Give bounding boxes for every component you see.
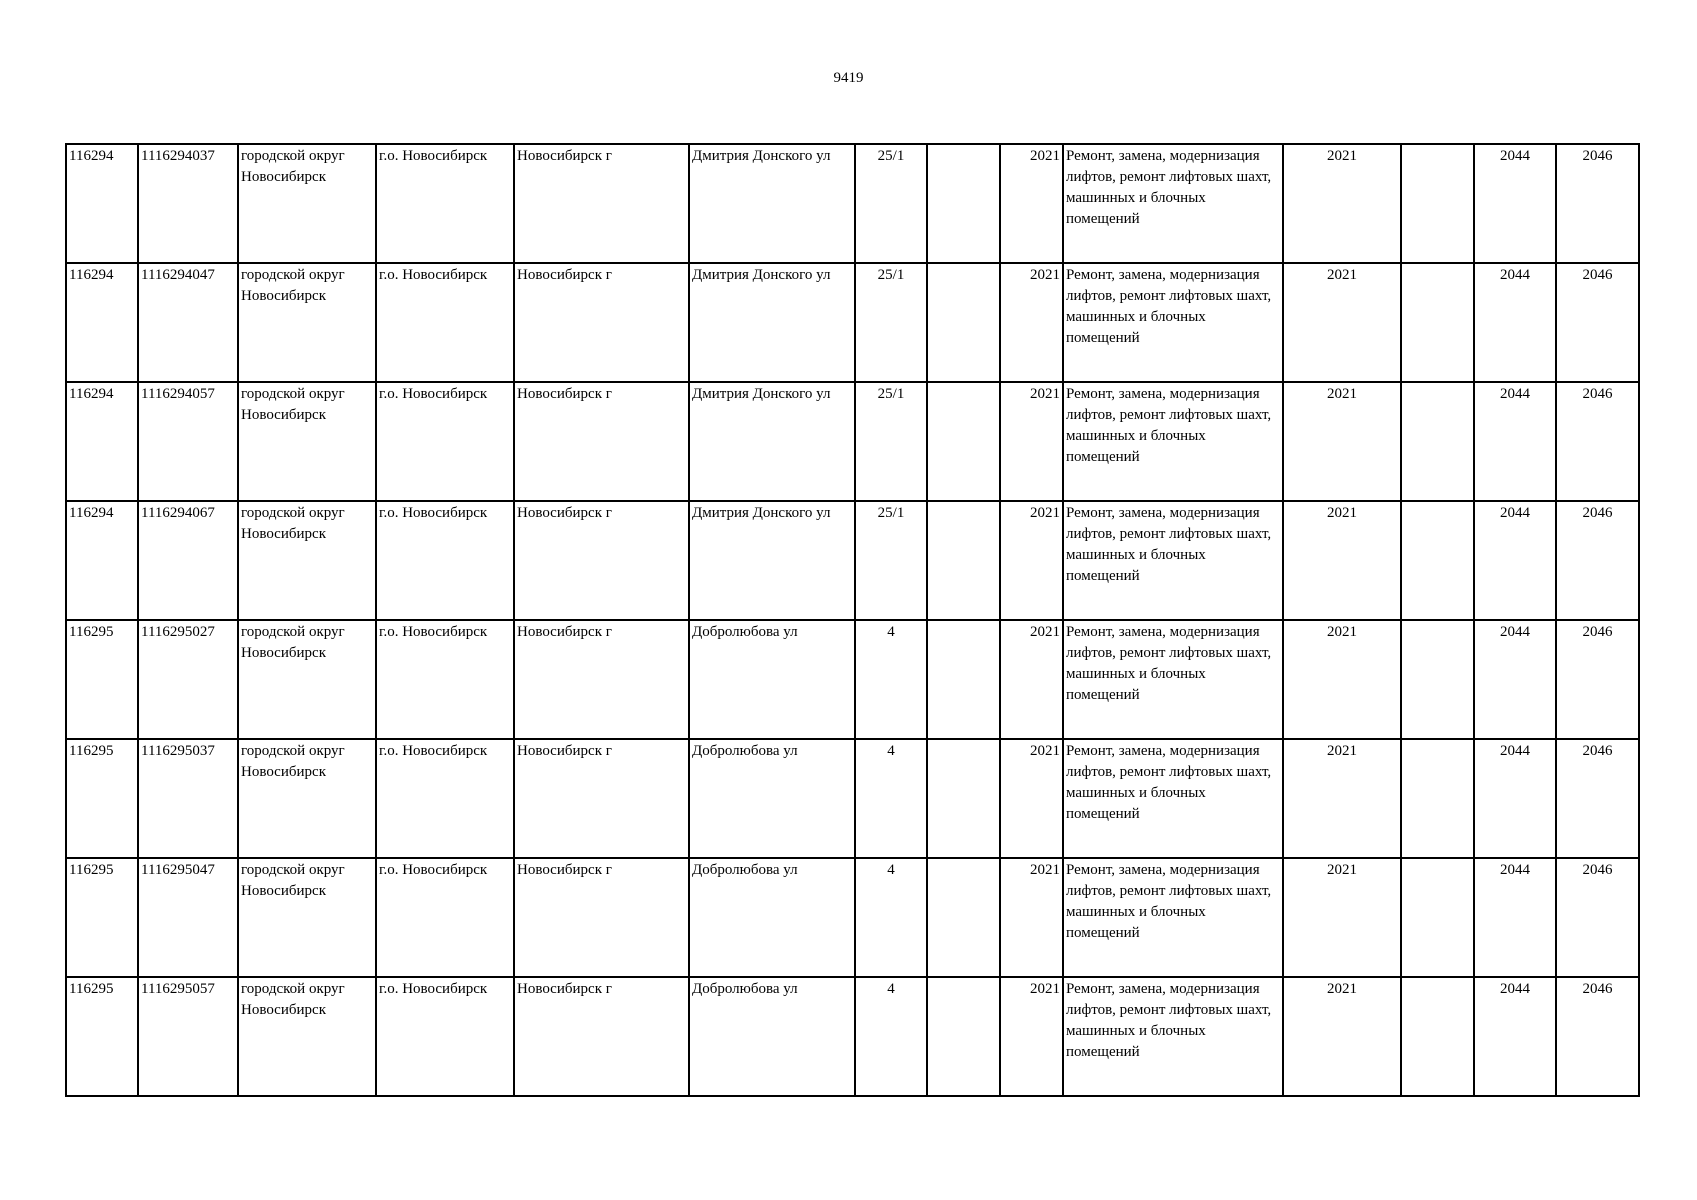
cell-street: Дмитрия Донского ул	[689, 382, 855, 501]
cell-work-type: Ремонт, замена, модернизация лифтов, ремонт лифтовых шахт, машинных и блочных помещений	[1063, 620, 1283, 739]
cell-building	[927, 977, 1000, 1096]
cell-district: г.о. Новосибирск	[376, 263, 514, 382]
cell-settlement: Новосибирск г	[514, 858, 689, 977]
cell-period-start: 2044	[1474, 382, 1556, 501]
registry-table	[65, 143, 1640, 1097]
cell-period-start: 2044	[1474, 144, 1556, 263]
cell-street: Добролюбова ул	[689, 620, 855, 739]
cell-work-type: Ремонт, замена, модернизация лифтов, ремонт лифтовых шахт, машинных и блочных помещений	[1063, 144, 1283, 263]
cell-object-code: 1116295037	[138, 739, 238, 858]
cell-district: г.о. Новосибирск	[376, 144, 514, 263]
cell-period-end: 2046	[1556, 501, 1639, 620]
cell-municipality: городской округ Новосибирск	[238, 144, 376, 263]
cell-row-number: 116294	[66, 501, 138, 620]
cell-extra	[1401, 620, 1474, 739]
cell-period-end: 2046	[1556, 739, 1639, 858]
cell-year: 2021	[1000, 263, 1063, 382]
cell-district: г.о. Новосибирск	[376, 382, 514, 501]
cell-row-number: 116294	[66, 263, 138, 382]
cell-year: 2021	[1000, 501, 1063, 620]
cell-municipality: городской округ Новосибирск	[238, 501, 376, 620]
cell-district: г.о. Новосибирск	[376, 739, 514, 858]
cell-street: Добролюбова ул	[689, 858, 855, 977]
cell-building	[927, 263, 1000, 382]
cell-period-end: 2046	[1556, 382, 1639, 501]
cell-extra	[1401, 977, 1474, 1096]
cell-period-start: 2044	[1474, 501, 1556, 620]
cell-year: 2021	[1000, 382, 1063, 501]
cell-period-start: 2044	[1474, 263, 1556, 382]
cell-period-start: 2044	[1474, 858, 1556, 977]
cell-year: 2021	[1000, 858, 1063, 977]
cell-district: г.о. Новосибирск	[376, 858, 514, 977]
cell-building	[927, 620, 1000, 739]
cell-plan-year: 2021	[1283, 501, 1401, 620]
cell-extra	[1401, 858, 1474, 977]
table-row	[66, 263, 1639, 382]
cell-plan-year: 2021	[1283, 977, 1401, 1096]
cell-year: 2021	[1000, 739, 1063, 858]
cell-settlement: Новосибирск г	[514, 263, 689, 382]
cell-street: Дмитрия Донского ул	[689, 263, 855, 382]
cell-municipality: городской округ Новосибирск	[238, 977, 376, 1096]
cell-row-number: 116295	[66, 620, 138, 739]
cell-object-code: 1116295057	[138, 977, 238, 1096]
cell-settlement: Новосибирск г	[514, 620, 689, 739]
cell-object-code: 1116295027	[138, 620, 238, 739]
cell-settlement: Новосибирск г	[514, 977, 689, 1096]
cell-row-number: 116295	[66, 739, 138, 858]
cell-extra	[1401, 501, 1474, 620]
cell-municipality: городской округ Новосибирск	[238, 382, 376, 501]
cell-house-number: 25/1	[855, 382, 927, 501]
cell-street: Дмитрия Донского ул	[689, 144, 855, 263]
cell-street: Дмитрия Донского ул	[689, 501, 855, 620]
cell-year: 2021	[1000, 144, 1063, 263]
table-row	[66, 858, 1639, 977]
cell-work-type: Ремонт, замена, модернизация лифтов, ремонт лифтовых шахт, машинных и блочных помещений	[1063, 263, 1283, 382]
cell-object-code: 1116294057	[138, 382, 238, 501]
cell-period-end: 2046	[1556, 144, 1639, 263]
cell-building	[927, 501, 1000, 620]
cell-period-start: 2044	[1474, 739, 1556, 858]
table-row	[66, 977, 1639, 1096]
cell-settlement: Новосибирск г	[514, 739, 689, 858]
cell-period-end: 2046	[1556, 263, 1639, 382]
cell-municipality: городской округ Новосибирск	[238, 620, 376, 739]
cell-plan-year: 2021	[1283, 620, 1401, 739]
cell-plan-year: 2021	[1283, 144, 1401, 263]
cell-district: г.о. Новосибирск	[376, 620, 514, 739]
cell-street: Добролюбова ул	[689, 739, 855, 858]
cell-work-type: Ремонт, замена, модернизация лифтов, ремонт лифтовых шахт, машинных и блочных помещений	[1063, 501, 1283, 620]
cell-row-number: 116295	[66, 977, 138, 1096]
cell-settlement: Новосибирск г	[514, 382, 689, 501]
cell-house-number: 25/1	[855, 263, 927, 382]
cell-municipality: городской округ Новосибирск	[238, 263, 376, 382]
cell-building	[927, 144, 1000, 263]
cell-plan-year: 2021	[1283, 858, 1401, 977]
cell-settlement: Новосибирск г	[514, 501, 689, 620]
cell-building	[927, 382, 1000, 501]
cell-row-number: 116294	[66, 382, 138, 501]
cell-period-end: 2046	[1556, 858, 1639, 977]
cell-object-code: 1116295047	[138, 858, 238, 977]
cell-municipality: городской округ Новосибирск	[238, 858, 376, 977]
table-row	[66, 739, 1639, 858]
table-row	[66, 501, 1639, 620]
cell-year: 2021	[1000, 977, 1063, 1096]
table-body	[66, 144, 1639, 1096]
cell-municipality: городской округ Новосибирск	[238, 739, 376, 858]
cell-extra	[1401, 382, 1474, 501]
cell-house-number: 4	[855, 739, 927, 858]
cell-plan-year: 2021	[1283, 739, 1401, 858]
cell-extra	[1401, 144, 1474, 263]
cell-extra	[1401, 263, 1474, 382]
table-row	[66, 620, 1639, 739]
cell-district: г.о. Новосибирск	[376, 977, 514, 1096]
cell-house-number: 25/1	[855, 144, 927, 263]
cell-period-end: 2046	[1556, 620, 1639, 739]
table-row	[66, 144, 1639, 263]
cell-settlement: Новосибирск г	[514, 144, 689, 263]
cell-house-number: 25/1	[855, 501, 927, 620]
cell-period-start: 2044	[1474, 977, 1556, 1096]
cell-plan-year: 2021	[1283, 382, 1401, 501]
cell-plan-year: 2021	[1283, 263, 1401, 382]
cell-district: г.о. Новосибирск	[376, 501, 514, 620]
cell-house-number: 4	[855, 620, 927, 739]
cell-work-type: Ремонт, замена, модернизация лифтов, ремонт лифтовых шахт, машинных и блочных помещений	[1063, 739, 1283, 858]
cell-extra	[1401, 739, 1474, 858]
cell-object-code: 1116294067	[138, 501, 238, 620]
cell-building	[927, 739, 1000, 858]
cell-period-end: 2046	[1556, 977, 1639, 1096]
cell-work-type: Ремонт, замена, модернизация лифтов, ремонт лифтовых шахт, машинных и блочных помещений	[1063, 382, 1283, 501]
cell-object-code: 1116294047	[138, 263, 238, 382]
cell-street: Добролюбова ул	[689, 977, 855, 1096]
cell-house-number: 4	[855, 977, 927, 1096]
cell-building	[927, 858, 1000, 977]
table-row	[66, 382, 1639, 501]
cell-row-number: 116294	[66, 144, 138, 263]
cell-row-number: 116295	[66, 858, 138, 977]
cell-house-number: 4	[855, 858, 927, 977]
page-number: 9419	[833, 70, 864, 86]
cell-work-type: Ремонт, замена, модернизация лифтов, ремонт лифтовых шахт, машинных и блочных помещений	[1063, 977, 1283, 1096]
cell-period-start: 2044	[1474, 620, 1556, 739]
cell-year: 2021	[1000, 620, 1063, 739]
cell-object-code: 1116294037	[138, 144, 238, 263]
cell-work-type: Ремонт, замена, модернизация лифтов, ремонт лифтовых шахт, машинных и блочных помещений	[1063, 858, 1283, 977]
